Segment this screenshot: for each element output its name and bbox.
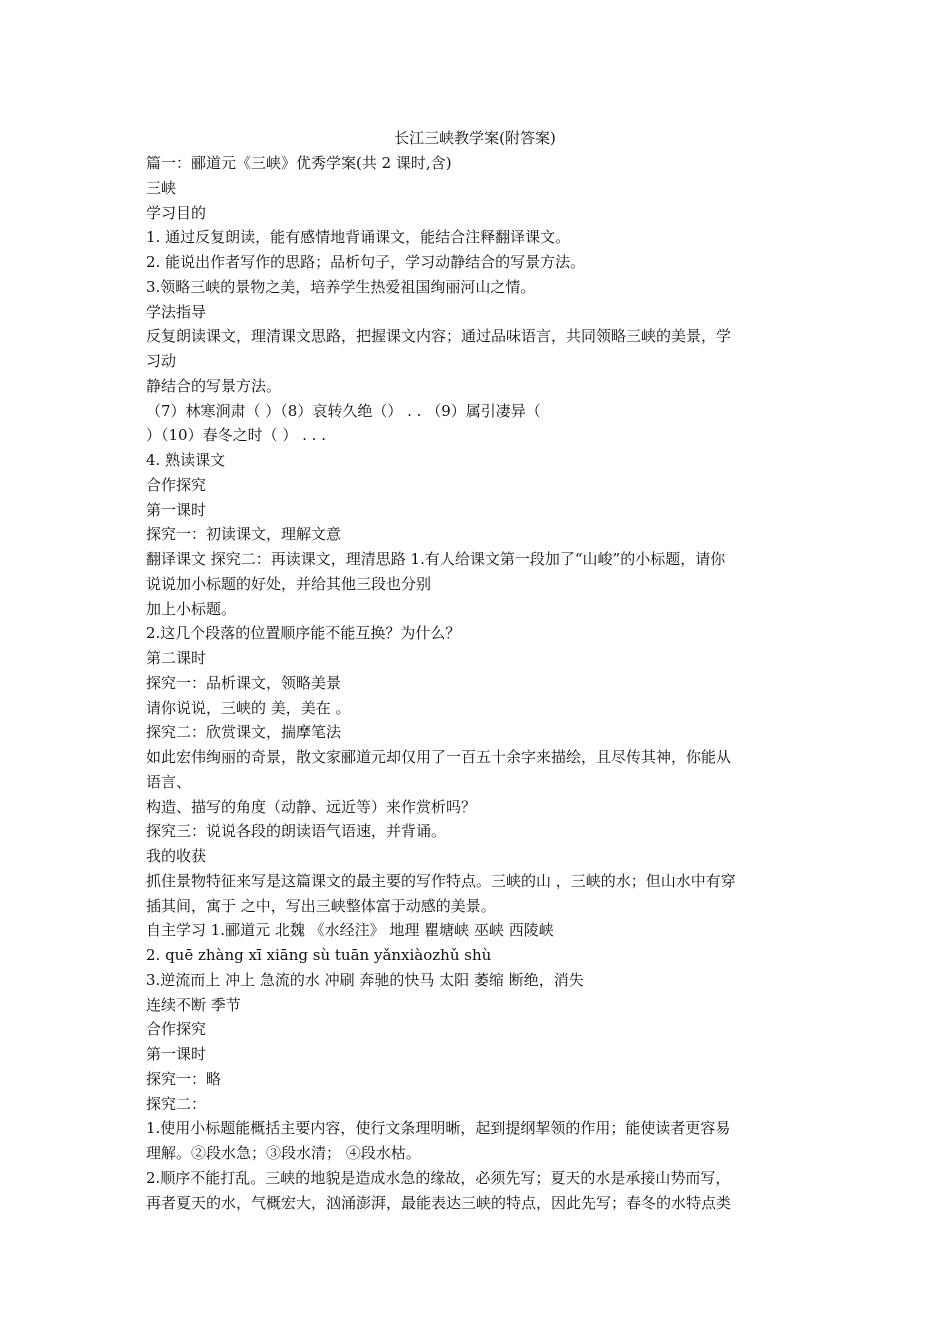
document-line: 抓住景物特征来写是这篇课文的最主要的写作特点。三峡的山 ，三峡的水；但山水中有穿 bbox=[146, 871, 736, 890]
document-line: 探究二： bbox=[146, 1094, 207, 1113]
document-line: 3.逆流而上 冲上 急流的水 冲刷 奔驰的快马 太阳 萎缩 断绝，消失 bbox=[146, 970, 584, 989]
document-line: 第一课时 bbox=[146, 1045, 207, 1063]
document-line: （7）林寒涧肃（ ）（8）哀转久绝（） . . （9）属引凄异（ bbox=[146, 401, 541, 420]
document-line: 1.使用小标题能概括主要内容，使行文条理明晰，起到提纲挈领的作用；能使读者更容易 bbox=[146, 1119, 731, 1138]
document-line: 插其间，寓于 之中，写出三峡整体富于动感的美景。 bbox=[146, 896, 496, 915]
document-line: 再者夏天的水，气概宏大，汹涌澎湃，最能表达三峡的特点，因此先写；春冬的水特点类 bbox=[146, 1193, 732, 1212]
document-body bbox=[146, 151, 810, 1215]
document-line: 探究一：略 bbox=[146, 1069, 222, 1088]
document-title: 长江三峡教学案(附答案) bbox=[394, 129, 556, 147]
document-line: 1. 通过反复朗读，能有感情地背诵课文，能结合注释翻译课文。 bbox=[146, 228, 571, 247]
document-line: 静结合的写景方法。 bbox=[146, 376, 282, 395]
document-line: 学习目的 bbox=[146, 203, 207, 222]
document-line: 语言、 bbox=[146, 772, 192, 791]
document-line: 构造、描写的角度（动静、远近等）来作赏析吗？ bbox=[146, 797, 477, 816]
document-line: 我的收获 bbox=[146, 847, 207, 865]
document-line: 探究二：欣赏课文，揣摩笔法 bbox=[146, 723, 342, 742]
document-line: 理解。②段水急；③段水清； ④段水枯。 bbox=[146, 1144, 421, 1162]
document-line: 篇一：郦道元《三峡》优秀学案(共 2 课时,含) bbox=[146, 154, 452, 172]
document-line: 学法指导 bbox=[146, 302, 207, 321]
document-line: 如此宏伟绚丽的奇景，散文家郦道元却仅用了一百五十余字来描绘，且尽传其神，你能从 bbox=[146, 748, 732, 766]
document-line: 三峡 bbox=[146, 178, 177, 197]
document-line: 反复朗读课文，理清课文思路，把握课文内容；通过品味语言，共同领略三峡的美景，学 bbox=[146, 327, 732, 346]
document-line: 请你说说，三峡的 美，美在 。 bbox=[146, 698, 351, 717]
document-line: 4. 熟读课文 bbox=[146, 451, 226, 469]
document-line: 2. 能说出作者写作的思路；品析句子，学习动静结合的写景方法。 bbox=[146, 253, 586, 271]
document-line: 2. quē zhàng xī xiāng sù tuān yǎnxiàozhǔ shù bbox=[146, 946, 492, 964]
document-line: 第二课时 bbox=[146, 649, 207, 667]
document-line: 第一课时 bbox=[146, 500, 207, 519]
document-line: 翻译课文 探究二：再读课文，理清思路 1.有人给课文第一段加了“山峻”的小标题，请你 bbox=[146, 550, 726, 568]
document-line: 自主学习 1.郦道元 北魏 《水经注》 地理 瞿塘峡 巫峡 西陵峡 bbox=[146, 921, 554, 940]
document-line: 探究一：品析课文，领略美景 bbox=[146, 673, 342, 692]
document-line: 合作探究 bbox=[146, 475, 207, 494]
document-line: 2.顺序不能打乱。三峡的地貌是造成水急的缘故，必须先写；夏天的水是承接山势而写， bbox=[146, 1168, 731, 1187]
document-line: 探究一：初读课文，理解文意 bbox=[146, 525, 342, 544]
document-line: 习动 bbox=[146, 352, 177, 370]
document-line: 说说加小标题的好处，并给其他三段也分别 bbox=[146, 574, 432, 593]
document-line: ）（10）春冬之时（ ） . . . bbox=[146, 426, 326, 445]
document-line: 3.领略三峡的景物之美，培养学生热爱祖国绚丽河山之情。 bbox=[146, 277, 536, 296]
document-line: 合作探究 bbox=[146, 1020, 207, 1039]
document-line: 2.这几个段落的位置顺序能不能互换？为什么？ bbox=[146, 624, 461, 643]
document-line: 加上小标题。 bbox=[146, 599, 237, 618]
document-line: 探究三：说说各段的朗读语气语速，并背诵。 bbox=[146, 822, 447, 841]
document-line: 连续不断 季节 bbox=[146, 995, 241, 1014]
